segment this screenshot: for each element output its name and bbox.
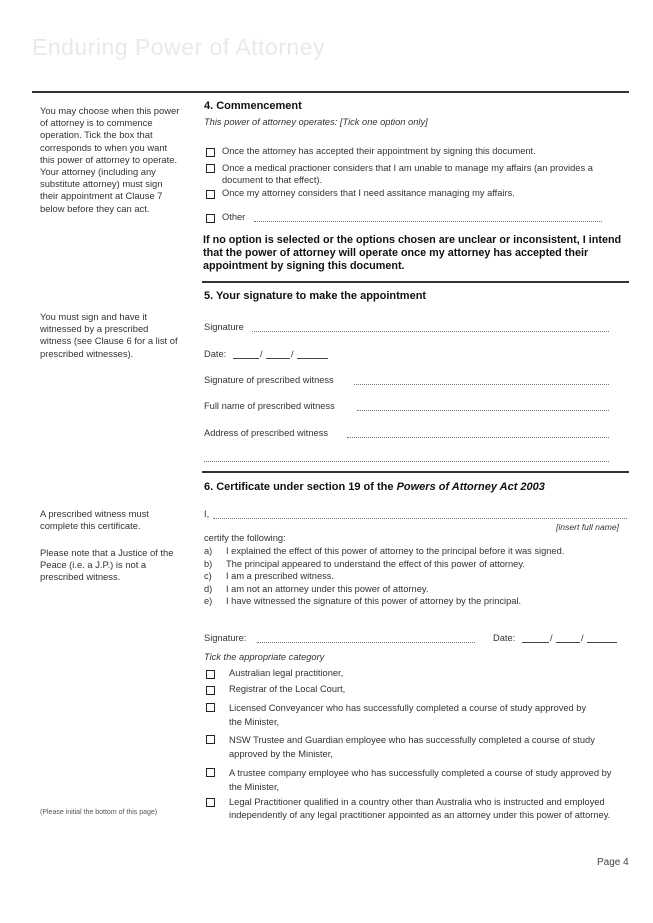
section-4-heading: 4. Commencement bbox=[204, 100, 302, 112]
option-checkbox-attorney[interactable] bbox=[206, 190, 215, 199]
option-label-other: Other bbox=[222, 212, 246, 222]
category-checkbox-nsw-trustee[interactable] bbox=[206, 735, 215, 744]
category-label: Licensed Conveyancer who has successfully completed a course of study approved by the Minister, bbox=[229, 703, 587, 727]
document-title: Enduring Power of Attorney bbox=[32, 34, 325, 60]
section-5-rule bbox=[202, 281, 629, 283]
act-name: Powers of Attorney Act 2003 bbox=[396, 481, 545, 493]
signature-label: Signature bbox=[204, 322, 244, 332]
default-commencement-note: If no option is selected or the options chosen are unclear or inconsistent, I intend that the power of attorney will operate once my attorney has accepted their appointment by signing this document. bbox=[203, 234, 622, 272]
certify-label: certify the following: bbox=[204, 533, 286, 543]
section-6-heading bbox=[204, 481, 545, 493]
date-day-field[interactable] bbox=[233, 358, 259, 359]
category-label: Australian legal practitioner, bbox=[229, 668, 344, 678]
certificate-date-day-field[interactable] bbox=[522, 642, 549, 643]
insert-name-hint: [insert full name] bbox=[556, 522, 620, 532]
certificate-date-label: Date: bbox=[493, 633, 516, 643]
witness-address-field-2[interactable] bbox=[204, 461, 609, 462]
option-label-attorney: Once my attorney considers that I need assitance managing my affairs. bbox=[222, 188, 515, 198]
signature-field[interactable] bbox=[252, 331, 609, 332]
category-checkbox-conveyancer[interactable] bbox=[206, 703, 215, 712]
category-label: A trustee company employee who has successfully completed a course of study approved by the Minister, bbox=[229, 768, 612, 792]
witness-address-field[interactable] bbox=[347, 437, 609, 438]
signature-note: You must sign and have it witnessed by a prescribed witness (see Clause 6 for a list of prescribed witnesses). bbox=[40, 311, 178, 359]
witness-name-field[interactable] bbox=[357, 410, 609, 411]
option-label-medical: Once a medical practioner considers that I am unable to manage my affairs (an provides a document to that effect). bbox=[222, 163, 593, 185]
section-5-heading: 5. Your signature to make the appointment bbox=[204, 290, 427, 302]
certificate-signature-field[interactable] bbox=[257, 642, 475, 643]
other-field[interactable] bbox=[254, 221, 602, 222]
category-label: Registrar of the Local Court, bbox=[229, 684, 346, 694]
certification-item: a) I explained the effect of this power of attorney to the principal before it was signed. bbox=[204, 546, 565, 556]
section-6-rule bbox=[202, 471, 629, 473]
i-label: I, bbox=[204, 509, 210, 519]
certificate-date-year-field[interactable] bbox=[587, 642, 617, 643]
certification-item: d) I am not an attorney under this power of attorney. bbox=[204, 583, 429, 594]
option-checkbox-other[interactable] bbox=[206, 214, 215, 223]
witness-signature-field[interactable] bbox=[354, 384, 609, 385]
option-label-accepted: Once the attorney has accepted their appointment by signing this document. bbox=[222, 146, 536, 156]
date-month-field[interactable] bbox=[266, 358, 290, 359]
certificate-date-month-field[interactable] bbox=[556, 642, 580, 643]
category-checkbox-trustee-company[interactable] bbox=[206, 768, 215, 777]
section-6-heading-text: 6. Certificate under section 19 of the bbox=[204, 481, 397, 493]
page-number: Page 4 bbox=[597, 857, 629, 868]
witness-name-label: Full name of prescribed witness bbox=[204, 401, 335, 411]
option-checkbox-medical[interactable] bbox=[206, 164, 215, 173]
certificate-note: A prescribed witness must complete this certificate. bbox=[40, 508, 149, 532]
category-checkbox-foreign-practitioner[interactable] bbox=[206, 798, 215, 807]
category-checkbox-legal-practitioner[interactable] bbox=[206, 670, 215, 679]
witness-signature-label: Signature of prescribed witness bbox=[204, 375, 334, 385]
certification-item: e) I have witnessed the signature of this power of attorney by the principal. bbox=[204, 596, 522, 606]
certificate-signature-label: Signature: bbox=[204, 633, 247, 643]
certification-item: b) The principal appeared to understand the effect of this power of attorney. bbox=[204, 558, 525, 569]
category-label: Legal Practitioner qualified in a country other than Australia who is instructed and employed independently of any legal practitioner appointed as an attorney under this power of attorney. bbox=[229, 797, 611, 820]
certification-item: c) I am a prescribed witness. bbox=[204, 571, 334, 581]
category-prompt: Tick the appropriate category bbox=[204, 652, 325, 662]
date-label: Date: bbox=[204, 349, 227, 359]
category-label: NSW Trustee and Guardian employee who has successfully completed a course of study approved by the Minister, bbox=[229, 735, 595, 759]
section-4-subtitle: This power of attorney operates: [Tick one option only] bbox=[204, 117, 428, 127]
witness-full-name-field[interactable] bbox=[213, 518, 627, 519]
commencement-note: You may choose when this power of attorney is to commence operation. Tick the box that corresponds to when you want this power of attorney to operate. Your attorney (including any substitute attorney) must sign their appointment at Clause 7 below before they can act. bbox=[40, 105, 180, 214]
date-year-field[interactable] bbox=[297, 358, 328, 359]
option-checkbox-accepted[interactable] bbox=[206, 148, 215, 157]
category-checkbox-registrar[interactable] bbox=[206, 686, 215, 695]
certification-list bbox=[204, 545, 634, 608]
jp-note: Please note that a Justice of the Peace (i.e. a J.P.) is not a prescribed witness. bbox=[40, 547, 174, 583]
top-rule bbox=[32, 91, 629, 93]
witness-address-label: Address of prescribed witness bbox=[204, 428, 329, 438]
initial-note: (Please initial the bottom of this page) bbox=[40, 809, 158, 816]
